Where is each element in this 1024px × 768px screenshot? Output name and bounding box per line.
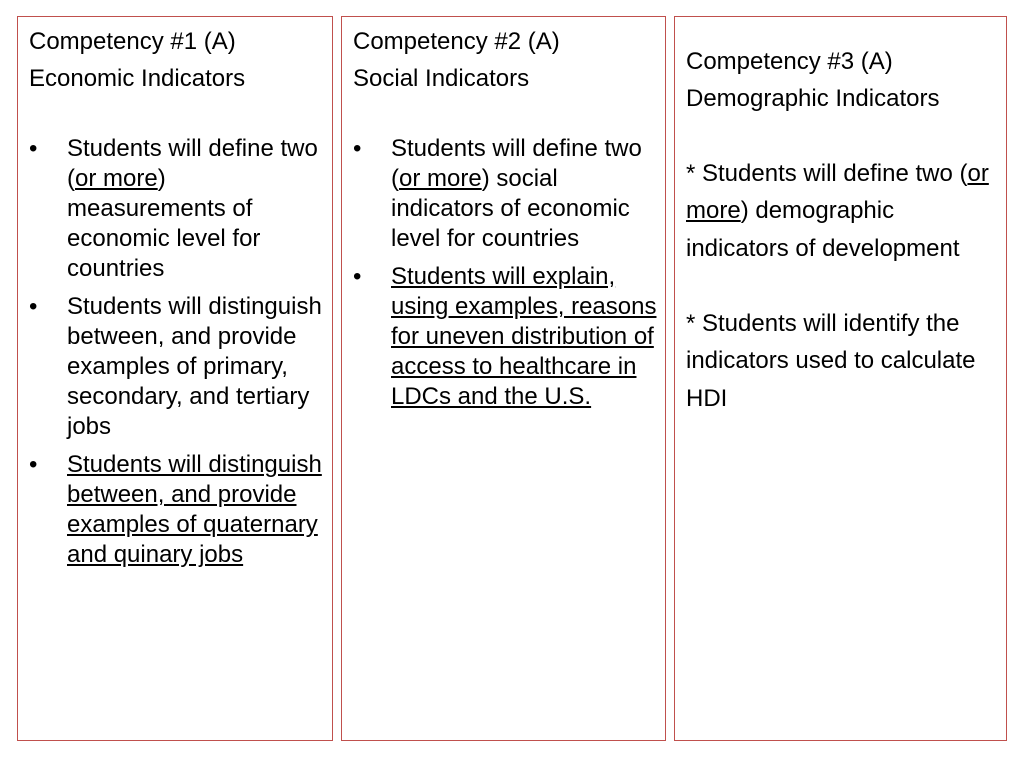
list-item	[353, 262, 659, 412]
bullet-icon: •	[29, 293, 38, 320]
bullet-icon: •	[353, 263, 362, 290]
competency-2-subtitle: Social Indicators	[353, 65, 530, 92]
competency-1-list	[29, 134, 326, 570]
item-text-end: ) measurements of economic level for countries	[67, 165, 261, 282]
competency-3-subtitle: Demographic Indicators	[686, 85, 940, 112]
competency-3-paragraph-2	[686, 305, 1000, 418]
competency-2-heading	[353, 23, 659, 97]
paragraph-text: * Students will identify the indicators used to calculate HDI	[686, 309, 976, 412]
list-item	[29, 134, 326, 284]
competency-1-title: Competency #1 (A)	[29, 28, 236, 55]
competency-2-panel	[341, 16, 666, 741]
item-underlined-text: Students will distinguish between, and provide examples of quaternary and quinary jobs	[67, 451, 322, 568]
paragraph-text-end: ) demographic indicators of development	[686, 197, 960, 262]
item-underlined-text: Students will explain, using examples, reasons for uneven distribution of access to healthcare in LDCs and the U.S.	[391, 263, 657, 410]
paragraph-text-start: * Students will define two (	[686, 159, 968, 187]
item-underlined-text: or more	[75, 165, 158, 192]
item-text-start: Students will define two (	[67, 135, 318, 192]
list-item	[29, 450, 326, 570]
list-item	[353, 134, 659, 254]
competency-2-list	[353, 134, 659, 412]
competency-1-subtitle: Economic Indicators	[29, 65, 246, 92]
competency-3-heading	[686, 43, 1000, 117]
list-item	[29, 292, 326, 442]
competency-1-panel	[17, 16, 333, 741]
item-text: Students will distinguish between, and provide examples of primary, secondary, and tertiary jobs	[67, 293, 322, 440]
item-text-start: Students will define two (	[391, 135, 642, 192]
bullet-icon: •	[353, 135, 362, 162]
competency-3-panel	[674, 16, 1007, 741]
bullet-icon: •	[29, 451, 38, 478]
competency-3-title: Competency #3 (A)	[686, 48, 893, 75]
bullet-icon: •	[29, 135, 38, 162]
item-text-end: ) social indicators of economic level for countries	[391, 165, 630, 252]
paragraph-underlined-text: or more	[686, 159, 989, 224]
competency-2-title: Competency #2 (A)	[353, 28, 560, 55]
competency-1-heading	[29, 23, 326, 97]
item-underlined-text: or more	[399, 165, 482, 192]
competency-3-paragraph-1	[686, 155, 1000, 268]
